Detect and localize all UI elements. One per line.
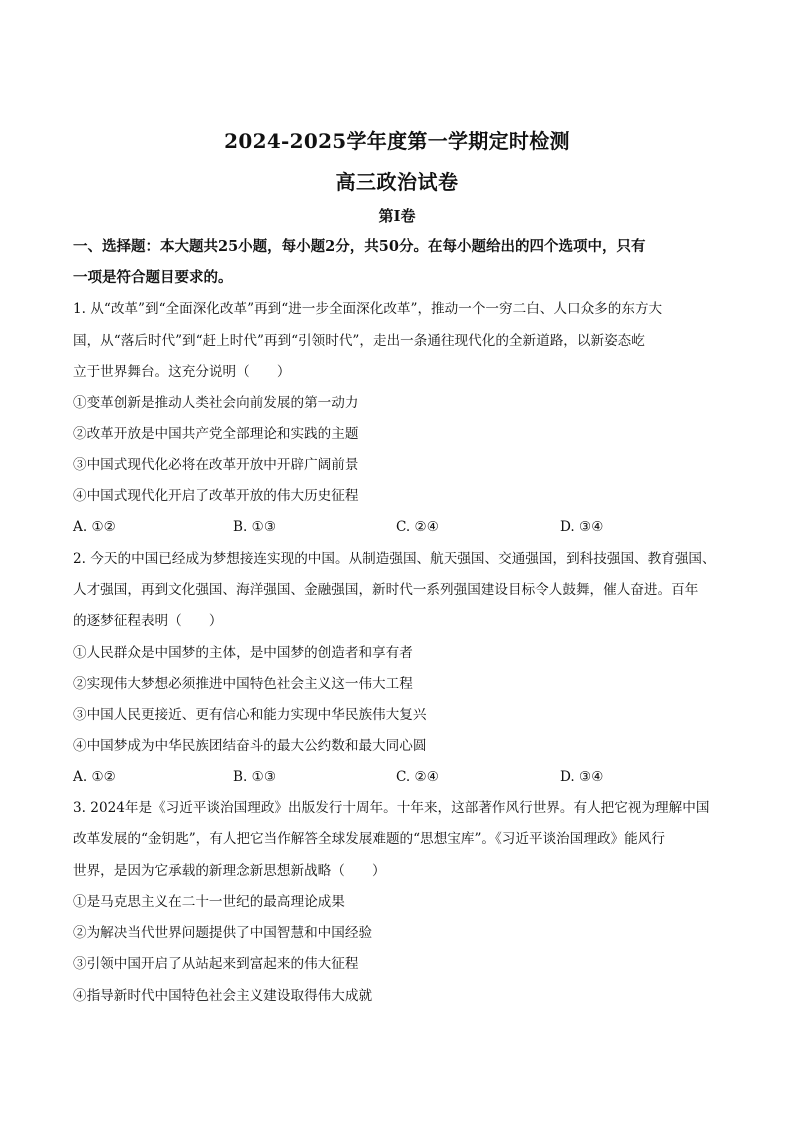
question-1-options xyxy=(73,518,733,536)
option-a[interactable]: A. ①② xyxy=(73,769,116,785)
question-1-item-3: ③中国式现代化必将在改革开放中开辟广阔前景 xyxy=(73,457,359,473)
question-3-item-1: ①是马克思主义在二十一世纪的最高理论成果 xyxy=(73,894,345,910)
question-2-options xyxy=(73,768,733,786)
option-b[interactable]: B. ①③ xyxy=(233,519,277,535)
question-3-stem: 改革发展的“金钥匙”，有人把它当作解答全球发展难题的“思想宝库”。《习近平谈治国理政》能风行 xyxy=(73,831,665,847)
question-3-stem: 3. 2024年是《习近平谈治国理政》出版发行十周年。十年来，这部著作风行世界。有人把它视为理解中国 xyxy=(73,800,710,816)
question-3-item-2: ②为解决当代世界问题提供了中国智慧和中国经验 xyxy=(73,925,373,941)
question-2-item-3: ③中国人民更接近、更有信心和能力实现中华民族伟大复兴 xyxy=(73,707,427,723)
question-2-item-1: ①人民群众是中国梦的主体，是中国梦的创造者和享有者 xyxy=(73,645,413,661)
option-c[interactable]: C. ②④ xyxy=(396,769,439,785)
question-3-item-3: ③引领中国开启了从站起来到富起来的伟大征程 xyxy=(73,956,359,972)
question-2-stem: 人才强国，再到文化强国、海洋强国、金融强国，新时代一系列强国建设目标令人鼓舞，催人奋进。百年 xyxy=(73,582,699,598)
option-a[interactable]: A. ①② xyxy=(73,519,116,535)
question-2-item-4: ④中国梦成为中华民族团结奋斗的最大公约数和最大同心圆 xyxy=(73,738,427,754)
option-b[interactable]: B. ①③ xyxy=(233,769,277,785)
question-2-stem: 2. 今天的中国已经成为梦想接连实现的中国。从制造强国、航天强国、交通强国，到科技强国、教育强国、 xyxy=(73,551,716,567)
question-2-item-2: ②实现伟大梦想必须推进中国特色社会主义这一伟大工程 xyxy=(73,676,413,692)
question-3-stem: 世界，是因为它承载的新理念新思想新战略（ ） xyxy=(73,863,386,879)
section-instruction-cont: 一项是符合题目要求的。 xyxy=(73,269,233,286)
question-1-item-1: ①变革创新是推动人类社会向前发展的第一动力 xyxy=(73,395,359,411)
option-c[interactable]: C. ②④ xyxy=(396,519,439,535)
question-1-item-2: ②改革开放是中国共产党全部理论和实践的主题 xyxy=(73,426,359,442)
section-instruction: 一、选择题：本大题共25小题，每小题2分，共50分。在每小题给出的四个选项中，只有 xyxy=(73,238,646,255)
question-1-stem: 立于世界舞台。这充分说明（ ） xyxy=(73,364,291,380)
question-2-stem: 的逐梦征程表明（ ） xyxy=(73,613,223,629)
volume-label: 第Ⅰ卷 xyxy=(378,207,416,225)
option-d[interactable]: D. ③④ xyxy=(560,769,604,785)
exam-title: 2024-2025学年度第一学期定时检测 xyxy=(224,129,570,153)
question-3-item-4: ④指导新时代中国特色社会主义建设取得伟大成就 xyxy=(73,988,373,1004)
option-d[interactable]: D. ③④ xyxy=(560,519,604,535)
exam-subtitle: 高三政治试卷 xyxy=(335,170,459,194)
question-1-item-4: ④中国式现代化开启了改革开放的伟大历史征程 xyxy=(73,488,359,504)
question-1-stem: 国，从“落后时代”到“赶上时代”再到“引领时代”，走出一条通往现代化的全新道路，以新姿态屹 xyxy=(73,333,645,349)
question-1-stem: 1. 从“改革”到“全面深化改革”再到“进一步全面深化改革”，推动一个一穷二白、人口众多的东方大 xyxy=(73,301,663,317)
